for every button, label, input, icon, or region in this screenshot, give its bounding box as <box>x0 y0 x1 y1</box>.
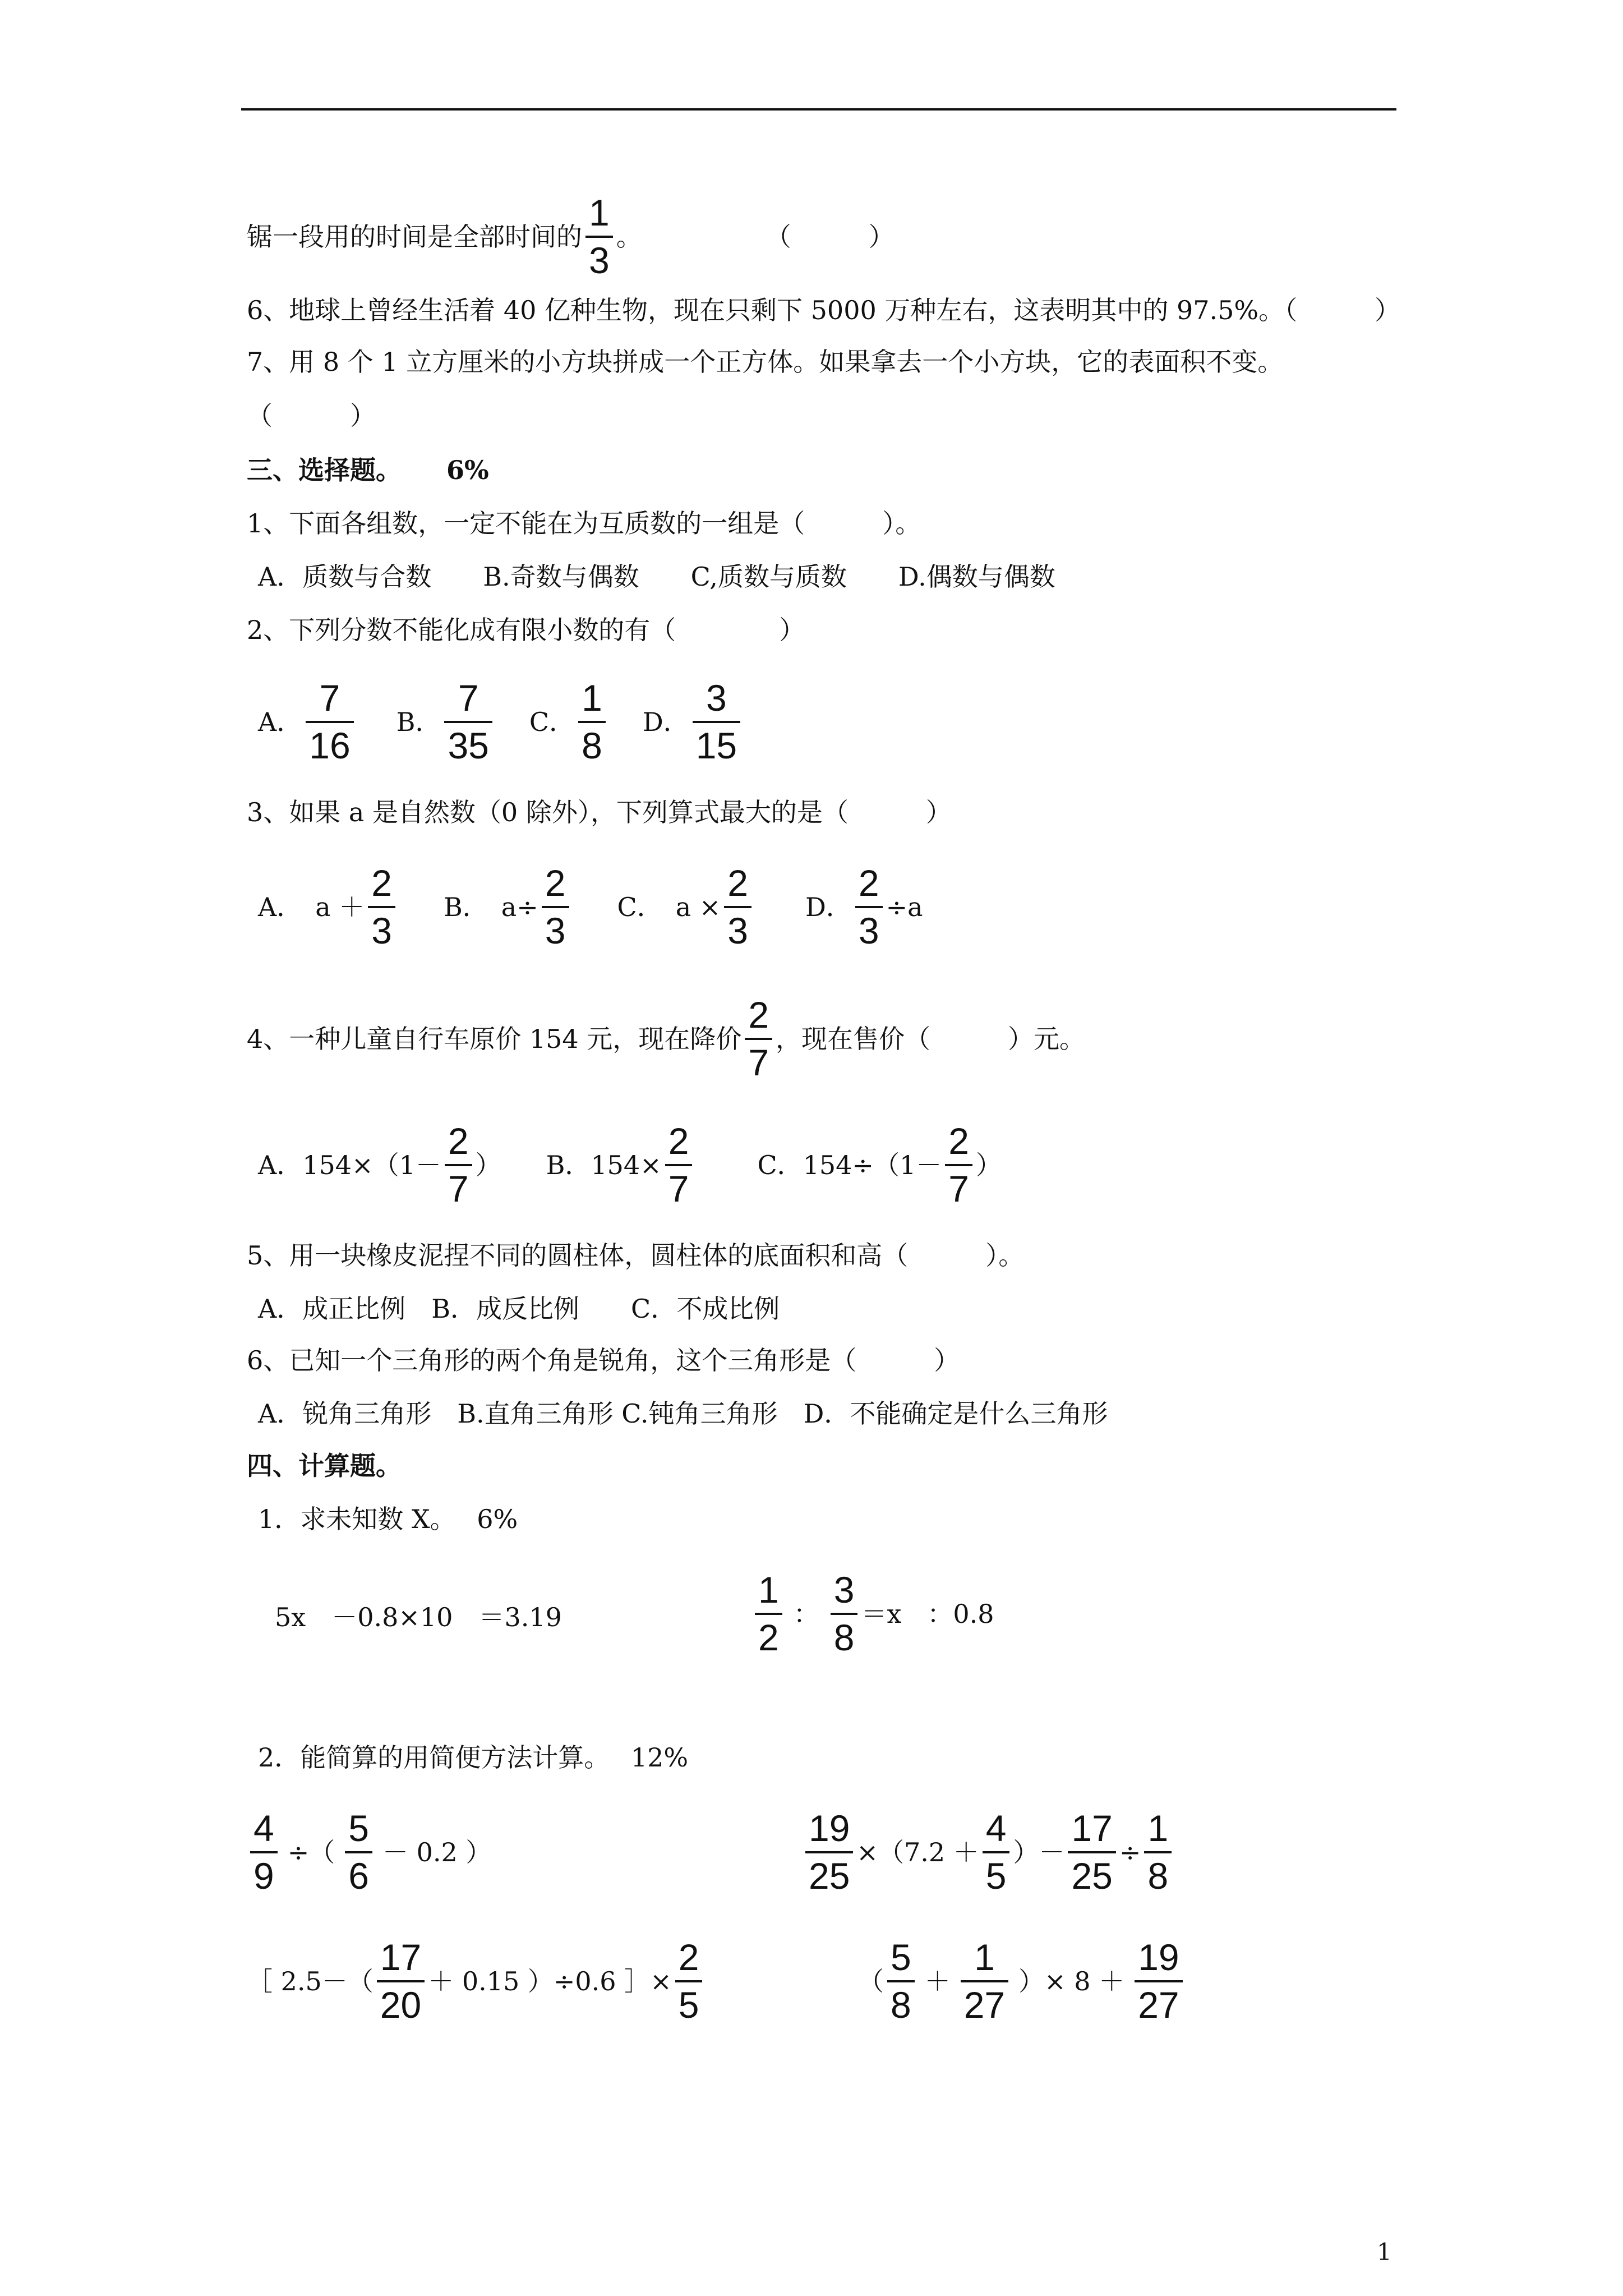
s3-question-4-options: A．154×（1－ $\frac{2}{7}$ ） B．154× $\frac{2}{7}$ C．154÷（1－ $\frac{2}{7}$ ） <box>258 1120 1002 1210</box>
question-7: 7、用 8 个 1 立方厘米的小方块拼成一个正方体。如果拿去一个小方块，它的表面积不变。 <box>247 347 1284 377</box>
fraction: $\frac{1}{8}$ <box>1144 1809 1172 1896</box>
fraction: $\frac{5}{6}$ <box>345 1809 372 1896</box>
fraction: $\frac{2}{3}$ <box>542 864 569 951</box>
fraction: $\frac{17}{25}$ <box>1068 1809 1115 1896</box>
equation-1: 5x －0.8×10 ＝3.19 <box>275 1602 562 1632</box>
question-6: 6、地球上曾经生活着 40 亿种生物，现在只剩下 5000 万种左右，这表明其中的 97.5%。（ ） <box>247 295 1401 325</box>
fraction: $\frac{3}{15}$ <box>693 679 740 766</box>
fraction: $\frac{2}{7}$ <box>665 1122 693 1209</box>
fraction: $\frac{2}{7}$ <box>445 1122 472 1209</box>
s3-question-4: 4、一种儿童自行车原价 154 元，现在降价 $\frac{2}{7}$ ，现在售价（ ）元。 <box>247 994 1086 1084</box>
expression-3: ［ 2.5－（ $\frac{17}{20}$ ＋ 0.15 ）÷0.6 ］× $\frac{2}{5}$ <box>247 1938 706 2025</box>
question-5-tail: 锯一段用的时间是全部时间的 $\frac{1}{3}$ 。 （ ） <box>247 192 895 282</box>
fraction: $\frac{2}{3}$ <box>368 864 395 951</box>
fraction: $\frac{2}{7}$ <box>745 996 772 1083</box>
s4-part-1-title: 1．求未知数 X。 6% <box>258 1504 518 1534</box>
fraction: $\frac{2}{3}$ <box>724 864 751 951</box>
s3-question-2-options: A． $\frac{7}{16}$ B． $\frac{7}{35}$ C． $\frac{1}{8}$ D． $\frac{3}{15}$ <box>258 679 744 766</box>
s3-question-2: 2、下列分数不能化成有限小数的有（ ） <box>247 615 805 645</box>
fraction: $\frac{17}{20}$ <box>377 1938 425 2025</box>
section-4-heading: 四、计算题。 <box>247 1451 402 1481</box>
s3-question-6-options: A．锐角三角形 B.直角三角形 C.钝角三角形 D．不能确定是什么三角形 <box>258 1398 1108 1429</box>
fraction: $\frac{1}{3}$ <box>585 194 613 280</box>
header-rule <box>241 108 1396 111</box>
s4-part-2-title: 2．能简算的用简便方法计算。 12% <box>258 1742 689 1773</box>
expression-1: $\frac{4}{9}$ ÷（ $\frac{5}{6}$ － 0.2 ） <box>247 1809 491 1896</box>
expression-2: $\frac{19}{25}$ ×（7.2 ＋ $\frac{4}{5}$ ）－ $\frac{17}{25}$ ÷ $\frac{1}{8}$ <box>802 1809 1175 1896</box>
fraction: $\frac{7}{35}$ <box>444 679 492 766</box>
fraction: $\frac{4}{5}$ <box>983 1809 1010 1896</box>
s3-question-1-options: A．质数与合数 B.奇数与偶数 C,质数与质数 D.偶数与偶数 <box>258 562 1055 592</box>
fraction: $\frac{3}{8}$ <box>831 1571 858 1658</box>
answer-blank[interactable]: （ ） <box>765 222 895 252</box>
fraction: $\frac{2}{5}$ <box>675 1938 703 2025</box>
page-number: 1 <box>1377 2238 1392 2266</box>
s3-question-5: 5、用一块橡皮泥捏不同的圆柱体，圆柱体的底面积和高（ ）。 <box>247 1240 1025 1271</box>
fraction: $\frac{1}{8}$ <box>578 679 606 766</box>
expression-4: （ $\frac{5}{8}$ ＋ $\frac{1}{27}$ ）× 8 ＋ $\frac{19}{27}$ <box>858 1938 1186 2025</box>
answer-blank[interactable]: （ ） <box>247 401 376 431</box>
fraction: $\frac{19}{27}$ <box>1135 1938 1182 2025</box>
fraction: $\frac{2}{3}$ <box>855 864 883 951</box>
equation-2: $\frac{1}{2}$ ： $\frac{3}{8}$ ＝x ：0.8 <box>751 1571 994 1658</box>
fraction: $\frac{1}{2}$ <box>755 1571 782 1658</box>
fraction: $\frac{1}{27}$ <box>961 1938 1008 2025</box>
s3-question-3-options: A． a ＋ $\frac{2}{3}$ B． a÷ $\frac{2}{3}$ C． a × $\frac{2}{3}$ D． $\frac{2}{3}$ ÷a <box>258 862 923 952</box>
fraction: $\frac{7}{16}$ <box>306 679 353 766</box>
fraction: $\frac{19}{25}$ <box>805 1809 853 1896</box>
s3-question-5-options: A．成正比例 B．成反比例 C．不成比例 <box>258 1294 780 1324</box>
s3-question-3: 3、如果 a 是自然数（0 除外），下列算式最大的是（ ） <box>247 797 952 827</box>
fraction: $\frac{4}{9}$ <box>250 1809 278 1896</box>
fraction: $\frac{2}{7}$ <box>945 1122 972 1209</box>
s3-question-1: 1、下面各组数，一定不能在为互质数的一组是（ ）。 <box>247 508 921 539</box>
s3-question-6: 6、已知一个三角形的两个角是锐角，这个三角形是（ ） <box>247 1345 960 1375</box>
section-3-heading: 三、选择题。 6% <box>247 455 489 485</box>
fraction: $\frac{5}{8}$ <box>887 1938 915 2025</box>
